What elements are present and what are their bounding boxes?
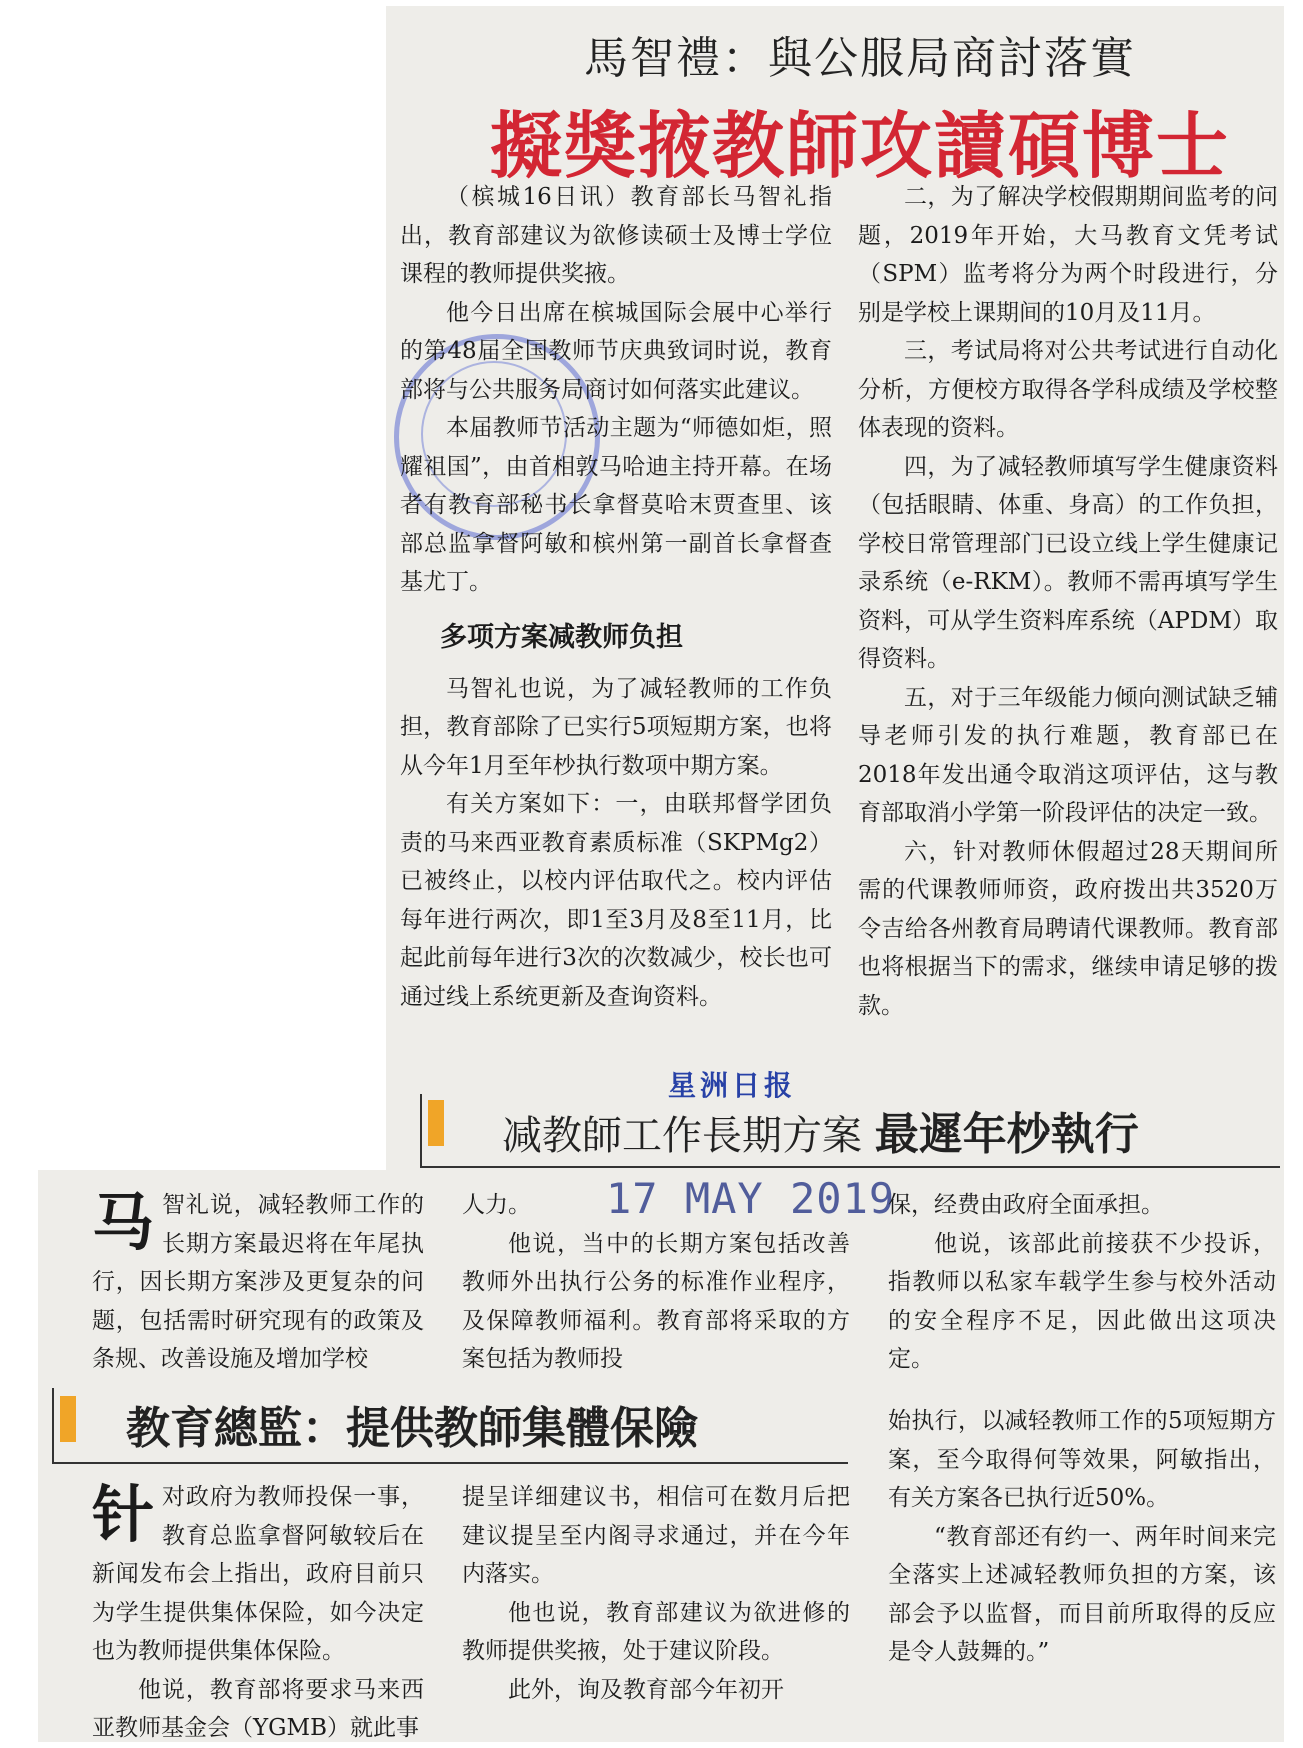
paragraph: 智礼说，减轻教师工作的长期方案最迟将在年尾执行，因长期方案涉及更复杂的问题，包括需时研究现有的政策及条规、改善设施及增加学校 [92, 1192, 424, 1372]
section-headline-bold: 教育總監：提供教師集體保險 [126, 1403, 698, 1454]
paragraph: 他说，教育部将要求马来西亚教师基金会（YGMB）就此事 [92, 1676, 424, 1741]
section-divider [52, 1388, 54, 1464]
kicker: 馬智禮：與公服局商討落實 [584, 33, 1136, 84]
paragraph: 四，为了减轻教师填写学生健康资料（包括眼睛、体重、身高）的工作负担，学校日常管理部门已设立线上学生健康记录系统（e-RKM）。教师不需再填写学生资料，可从学生资料库系统（APDM）取得资料。 [858, 453, 1278, 672]
paragraph: 有关方案如下：一，由联邦督学团负责的马来西亚教育素质标准（SKPMg2）已被终止，以校内评估取代之。校内评估每年进行两次，即1至3月及8至11月，比起此前每年进行3次的次数减少，校长也可通过线上系统更新及查询资料。 [400, 791, 832, 1010]
paragraph: （槟城16日讯）教育部长马智礼指出，教育部建议为欲修读硕士及博士学位课程的教师提供奖掖。 [400, 184, 832, 287]
paragraph: 五，对于三年级能力倾向测试缺乏辅导老师引发的执行难题，教育部已在2018年发出通令取消这项评估，这与教育部取消小学第一阶段评估的决定一致。 [858, 684, 1278, 826]
paragraph: 对政府为教师投保一事，教育总监拿督阿敏较后在新闻发布会上指出，政府目前只为学生提供集体保险，如今决定也为教师提供集体保险。 [92, 1484, 424, 1664]
paragraph: 提呈详细建议书，相信可在数月后把建议提呈至内阁寻求通过，并在今年内落实。 [462, 1484, 850, 1587]
paragraph: 二，为了解决学校假期期间监考的问题，2019年开始，大马教育文凭考试（SPM）监考将分为两个时段进行，分别是学校上课期间的10月及11月。 [858, 184, 1278, 326]
date-stamp: 17 MAY 2019 [606, 1174, 896, 1223]
mid-column-3 [888, 1186, 1276, 1379]
mid-column-1 [92, 1186, 424, 1379]
paragraph: 他也说，教育部建议为欲进修的教师提供奖掖，处于建议阶段。 [462, 1599, 850, 1664]
subheading: 多项方案减教师负担 [440, 621, 683, 653]
top-column-2 [858, 178, 1278, 1025]
paragraph: 他说，当中的长期方案包括改善教师外出执行公务的标准作业程序，及保障教师福利。教育部将采取的方案包括为教师投 [462, 1230, 850, 1372]
paragraph: 六，针对教师休假超过28天期间所需的代课教师师资，政府拨出共3520万令吉给各州教育局聘请代课教师。教育部也将根据当下的需求，继续申请足够的拨款。 [858, 838, 1278, 1019]
paragraph: 三，考试局将对公共考试进行自动化分析，方便校方取得各学科成绩及学校整体表现的资料。 [858, 338, 1278, 441]
newspaper-masthead-stamp: 星洲日报 [668, 1069, 797, 1102]
section-headline-insurance [126, 1392, 698, 1456]
paragraph: 马智礼也说，为了减轻教师的工作负担，教育部除了已实行5项短期方案，也将从今年1月至年杪执行数项中期方案。 [400, 675, 832, 779]
paragraph: 他今日出席在槟城国际会展中心举行的第48届全国教师节庆典致词时说，教育部将与公共服务局商讨如何落实此建议。 [400, 299, 832, 403]
dropcap: 针 [92, 1478, 155, 1551]
section-accent-bar [428, 1100, 444, 1146]
top-column-1 [400, 178, 832, 1016]
section-headline-light: 减教師工作長期方案 [502, 1113, 862, 1159]
paragraph: 此外，询及教育部今年初开 [508, 1676, 784, 1703]
paragraph: 本届教师节活动主题为“师德如炬，照耀祖国”，由首相敦马哈迪主持开幕。在场者有教育部秘书长拿督莫哈末贾查里、该部总监拿督阿敏和槟州第一副首长拿督查基尤丁。 [400, 415, 832, 595]
mid-column-2 [462, 1186, 850, 1379]
paragraph: 保，经费由政府全面承担。 [888, 1192, 1164, 1218]
dropcap: 马 [92, 1186, 155, 1259]
paragraph: 他说，该部此前接获不少投诉，指教师以私家车载学生参与校外活动的安全程序不足，因此做出这项决定。 [888, 1230, 1276, 1372]
section-rule [420, 1166, 1280, 1168]
section-rule [52, 1462, 848, 1464]
headline: 擬獎掖教師攻讀碩博士 [489, 104, 1230, 188]
paragraph: “教育部还有约一、两年时间来完全落实上述减轻教师负担的方案，该部会予以监督，而目前所取得的反应是令人鼓舞的。” [888, 1523, 1276, 1665]
section-divider [420, 1094, 422, 1166]
paragraph: 始执行，以减轻教师工作的5项短期方案，至今取得何等效果，阿敏指出，有关方案各已执行近50%。 [888, 1408, 1276, 1511]
section-headline-bold: 最遲年杪執行 [874, 1109, 1139, 1160]
bottom-column-3 [888, 1402, 1276, 1672]
paragraph: 人力。 [462, 1192, 531, 1218]
section-accent-bar [60, 1396, 76, 1442]
section-headline-long-term [502, 1098, 1139, 1162]
bottom-column-1 [92, 1478, 424, 1748]
bottom-column-2 [462, 1478, 850, 1709]
